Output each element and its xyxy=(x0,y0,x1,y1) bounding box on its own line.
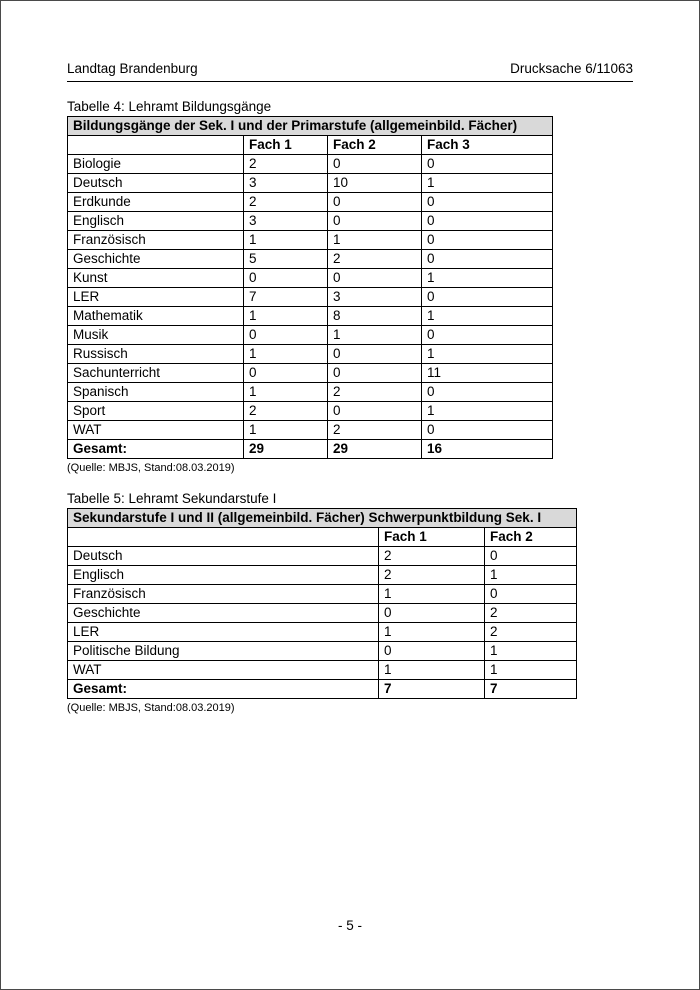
table-row xyxy=(68,250,553,269)
row-value: 2 xyxy=(485,604,577,623)
row-value: 0 xyxy=(328,402,422,421)
row-label: Sachunterricht xyxy=(68,364,244,383)
table-row xyxy=(68,307,553,326)
table-row xyxy=(68,585,577,604)
row-value: 0 xyxy=(328,212,422,231)
row-label: Mathematik xyxy=(68,307,244,326)
row-value: 1 xyxy=(422,402,553,421)
column-header-empty xyxy=(68,136,244,155)
row-label: Englisch xyxy=(68,566,379,585)
row-value: 0 xyxy=(485,547,577,566)
column-header-fach1: Fach 1 xyxy=(379,528,485,547)
table-row xyxy=(68,174,553,193)
table5-caption: Tabelle 5: Lehramt Sekundarstufe I xyxy=(67,491,277,506)
row-label: Politische Bildung xyxy=(68,642,379,661)
table5-column-header-row xyxy=(68,528,577,547)
table-row xyxy=(68,661,577,680)
row-value: 1 xyxy=(328,231,422,250)
row-value: 0 xyxy=(422,212,553,231)
row-label: Biologie xyxy=(68,155,244,174)
row-value: 1 xyxy=(244,345,328,364)
table-row xyxy=(68,288,553,307)
row-value: 0 xyxy=(422,421,553,440)
header-right-text: Drucksache 6/11063 xyxy=(510,61,633,76)
row-value: 0 xyxy=(328,155,422,174)
table-row xyxy=(68,402,553,421)
column-header-fach1: Fach 1 xyxy=(244,136,328,155)
row-value: 0 xyxy=(422,155,553,174)
row-label: Russisch xyxy=(68,345,244,364)
row-value: 2 xyxy=(379,566,485,585)
row-label: Englisch xyxy=(68,212,244,231)
row-value: 1 xyxy=(244,231,328,250)
table-row xyxy=(68,421,553,440)
column-header-fach2: Fach 2 xyxy=(485,528,577,547)
row-value: 0 xyxy=(422,231,553,250)
row-value: 2 xyxy=(244,193,328,212)
row-label: Französisch xyxy=(68,231,244,250)
row-value: 0 xyxy=(422,288,553,307)
row-value: 3 xyxy=(328,288,422,307)
page-header xyxy=(67,61,633,82)
row-value: 2 xyxy=(328,421,422,440)
row-label: Geschichte xyxy=(68,250,244,269)
row-value: 0 xyxy=(379,642,485,661)
table4-title-row xyxy=(68,117,553,136)
total-row xyxy=(68,440,553,459)
table-row xyxy=(68,231,553,250)
column-header-empty xyxy=(68,528,379,547)
table-row xyxy=(68,155,553,174)
row-value: 0 xyxy=(244,364,328,383)
row-value: 1 xyxy=(244,421,328,440)
row-value: 7 xyxy=(379,680,485,699)
row-value: 0 xyxy=(328,345,422,364)
row-label: Spanisch xyxy=(68,383,244,402)
table5-title: Sekundarstufe I und II (allgemeinbild. Fächer) Schwerpunktbildung Sek. I xyxy=(68,509,577,528)
row-value: 3 xyxy=(244,174,328,193)
row-label: Deutsch xyxy=(68,547,379,566)
table-row xyxy=(68,193,553,212)
row-value: 0 xyxy=(328,193,422,212)
row-value: 11 xyxy=(422,364,553,383)
row-value: 1 xyxy=(379,661,485,680)
row-label: LER xyxy=(68,623,379,642)
table-row xyxy=(68,566,577,585)
row-value: 1 xyxy=(422,269,553,288)
row-value: 0 xyxy=(485,585,577,604)
row-value: 0 xyxy=(244,326,328,345)
row-label: WAT xyxy=(68,661,379,680)
row-value: 29 xyxy=(244,440,328,459)
row-value: 1 xyxy=(244,307,328,326)
table-row xyxy=(68,547,577,566)
column-header-fach2: Fach 2 xyxy=(328,136,422,155)
table4 xyxy=(67,116,553,459)
row-label: Geschichte xyxy=(68,604,379,623)
row-value: 10 xyxy=(328,174,422,193)
row-label: Erdkunde xyxy=(68,193,244,212)
row-value: 0 xyxy=(328,364,422,383)
row-value: 0 xyxy=(422,193,553,212)
row-value: 1 xyxy=(485,566,577,585)
table-row xyxy=(68,383,553,402)
row-value: 1 xyxy=(328,326,422,345)
total-row xyxy=(68,680,577,699)
table4-source: (Quelle: MBJS, Stand:08.03.2019) xyxy=(67,462,235,474)
table-row xyxy=(68,326,553,345)
table-row xyxy=(68,269,553,288)
row-value: 1 xyxy=(244,383,328,402)
row-value: 0 xyxy=(379,604,485,623)
table4-column-header-row xyxy=(68,136,553,155)
row-value: 2 xyxy=(485,623,577,642)
row-value: 29 xyxy=(328,440,422,459)
row-label: Deutsch xyxy=(68,174,244,193)
row-value: 1 xyxy=(422,174,553,193)
row-value: 5 xyxy=(244,250,328,269)
row-value: 7 xyxy=(485,680,577,699)
row-value: 0 xyxy=(244,269,328,288)
table-row xyxy=(68,623,577,642)
table-row xyxy=(68,642,577,661)
row-value: 0 xyxy=(422,326,553,345)
table-row xyxy=(68,604,577,623)
table-row xyxy=(68,212,553,231)
table4-caption: Tabelle 4: Lehramt Bildungsgänge xyxy=(67,99,272,114)
row-value: 2 xyxy=(328,383,422,402)
row-value: 2 xyxy=(244,402,328,421)
table-row xyxy=(68,364,553,383)
header-left-text: Landtag Brandenburg xyxy=(67,61,198,76)
row-value: 2 xyxy=(379,547,485,566)
row-value: 1 xyxy=(485,661,577,680)
table5 xyxy=(67,508,577,699)
row-value: 0 xyxy=(422,383,553,402)
row-value: 16 xyxy=(422,440,553,459)
column-header-fach3: Fach 3 xyxy=(422,136,553,155)
row-value: 3 xyxy=(244,212,328,231)
row-value: 1 xyxy=(485,642,577,661)
row-value: 0 xyxy=(422,250,553,269)
table-row xyxy=(68,345,553,364)
row-value: 0 xyxy=(328,269,422,288)
table5-source: (Quelle: MBJS, Stand:08.03.2019) xyxy=(67,702,235,714)
row-value: 8 xyxy=(328,307,422,326)
table5-title-row xyxy=(68,509,577,528)
page-number: - 5 - xyxy=(337,918,362,933)
row-value: 2 xyxy=(244,155,328,174)
row-value: 2 xyxy=(328,250,422,269)
row-label: Französisch xyxy=(68,585,379,604)
row-value: 1 xyxy=(422,345,553,364)
row-label: Kunst xyxy=(68,269,244,288)
row-label: Gesamt: xyxy=(68,440,244,459)
row-label: WAT xyxy=(68,421,244,440)
row-label: LER xyxy=(68,288,244,307)
row-label: Sport xyxy=(68,402,244,421)
row-value: 7 xyxy=(244,288,328,307)
row-value: 1 xyxy=(379,623,485,642)
row-label: Gesamt: xyxy=(68,680,379,699)
table4-title: Bildungsgänge der Sek. I und der Primarstufe (allgemeinbild. Fächer) xyxy=(68,117,553,136)
row-value: 1 xyxy=(422,307,553,326)
row-label: Musik xyxy=(68,326,244,345)
row-value: 1 xyxy=(379,585,485,604)
